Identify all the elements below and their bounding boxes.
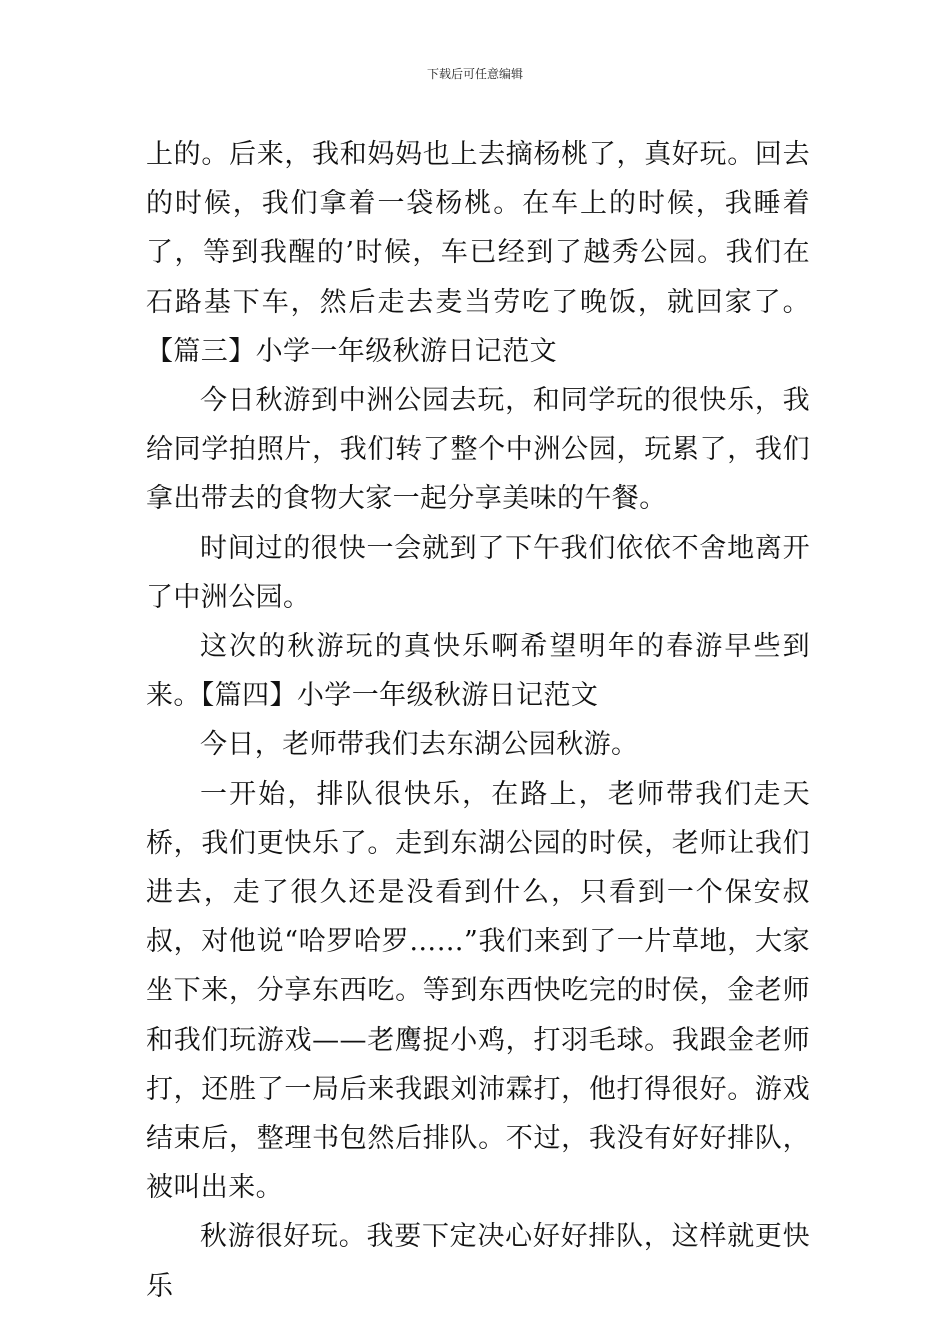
paragraph-7: 秋游很好玩。我要下定决心好好排队，这样就更快乐 <box>146 1221 810 1302</box>
paragraph-3: 时间过的很快一会就到了下午我们依依不舍地离开了中洲公园。 <box>146 532 810 613</box>
paragraph-6: 一开始，排队很快乐，在路上，老师带我们走天桥，我们更快乐了。走到东湖公园的时侯，老师让我们进去，走了很久还是没看到什么，只看到一个保安叔叔，对他说“哈罗哈罗……”我们来到了一片草地，大家坐下来，分享东西吃。等到东西快吃完的时侯，金老师和我们玩游戏——老鹰捉小鸡，打羽毛球。我跟金老师打，还胜了一局后来我跟刘沛霖打，他打得很好。游戏结束后，整理书包然后排队。不过，我没有好好排队，被叫出来。 <box>146 778 810 1204</box>
paragraph-4: 这次的秋游玩的真快乐啊希望明年的春游早些到来。【篇四】小学一年级秋游日记范文 <box>146 631 810 712</box>
page-header: 下载后可任意编辑 <box>426 67 523 81</box>
document-body <box>146 130 810 1311</box>
paragraph-1: 上的。后来，我和妈妈也上去摘杨桃了，真好玩。回去的时候，我们拿着一袋杨桃。在车上的时候，我睡着了，等到我醒的’时候，车已经到了越秀公园。我们在石路基下车，然后走去麦当劳吃了晚饭，就回家了。【篇三】小学一年级秋游日记范文 <box>146 139 810 367</box>
paragraph-2: 今日秋游到中洲公园去玩，和同学玩的很快乐，我给同学拍照片，我们转了整个中洲公园，玩累了，我们拿出带去的食物大家一起分享美味的午餐。 <box>146 385 810 515</box>
paragraph-5: 今日，老师带我们去东湖公园秋游。 <box>200 729 639 761</box>
